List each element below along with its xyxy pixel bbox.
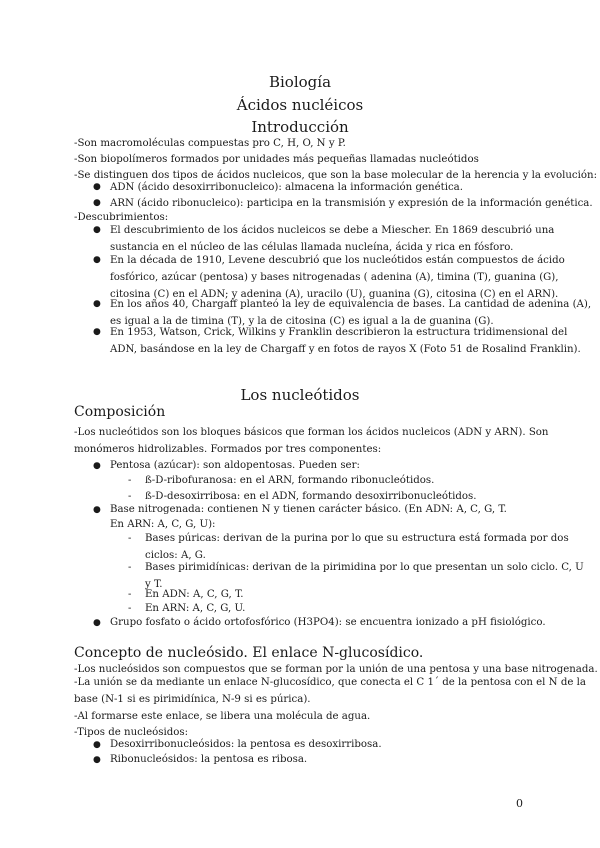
bullet-icon: ● [93, 505, 101, 515]
page-number: 0 [516, 797, 523, 810]
document-title: Biología [268, 73, 332, 91]
paragraph-line: -Descubrimientos: [74, 212, 169, 223]
bullet-icon: ● [93, 755, 101, 765]
dash-bullet: - [128, 491, 132, 502]
bullet-icon: ● [93, 198, 101, 208]
sub-list-item: En ADN: A, C, G, T. [145, 589, 244, 600]
section-heading-introduccion: Introducción [251, 118, 349, 136]
bullet-icon: ● [93, 255, 101, 265]
sub-list-item: ß-D-desoxirribosa: en el ADN, formando desoxirribonucleótidos. [145, 491, 477, 502]
list-item: Desoxirribonucleósidos: la pentosa es desoxirribosa. [110, 739, 382, 750]
paragraph-line: -Los nucleósidos son compuestos que se forman por la unión de una pentosa y una base nitrogenada. [74, 664, 598, 675]
sub-list-item: ß-D-ribofuranosa: en el ARN, formando ribonucleótidos. [145, 475, 435, 486]
section-heading-nucleotidos: Los nucleótidos [240, 386, 360, 404]
paragraph-line: -Al formarse este enlace, se libera una molécula de agua. [74, 711, 371, 722]
dash-bullet: - [128, 562, 132, 573]
sub-list-item: Bases púricas: derivan de la purina por lo que su estructura está formada por dos ciclos: A, G. [145, 533, 569, 561]
bullet-icon: ● [93, 327, 101, 337]
document-subtitle: Ácidos nucléicos [236, 96, 364, 114]
list-item: En los años 40, Chargaff planteó la ley de equivalencia de bases. La cantidad de adenina (A), es igual a la de timina (T), y la de citosina (C) es igual a la de guanina (G). [110, 299, 592, 327]
list-item: ADN (ácido desoxirribonucleico): almacena la información genética. [110, 182, 463, 193]
paragraph: -Los nucleótidos son los bloques básicos que forman los ácidos nucleicos (ADN y ARN). Son monómeros hidrolizables. Formados por tres componentes: [74, 427, 549, 455]
paragraph-line: -Tipos de nucleósidos: [74, 727, 189, 738]
list-item: En la década de 1910, Levene descubrió que los nucleótidos están compuestos de ácido fosfórico, azúcar (pentosa) y bases nitrogenadas ( adenina (A), timina (T), guanina (G), citosina (C) en el ADN; y adenina (A), uracilo (U), guanina (G), citosina (C) en el ARN). [110, 255, 565, 300]
bullet-icon: ● [93, 182, 101, 192]
dash-bullet: - [128, 603, 132, 614]
dash-bullet: - [128, 533, 132, 544]
list-item: En 1953, Watson, Crick, Wilkins y Franklin describieron la estructura tridimensional del ADN, basándose en la ley de Chargaff y en fotos de rayos X (Foto 51 de Rosalind Franklin). [110, 327, 581, 355]
bullet-icon: ● [93, 299, 101, 309]
dash-bullet: - [128, 589, 132, 600]
sub-list-item: Bases pirimidínicas: derivan de la pirimidina por lo que presentan un solo ciclo. C, U y T. [145, 562, 584, 590]
paragraph-line: -Se distinguen dos tipos de ácidos nucleicos, que son la base molecular de la herencia y la evolución: [74, 170, 598, 181]
subsection-heading-composicion: Composición [74, 404, 166, 420]
paragraph: -La unión se da mediante un enlace N-glucosídico, que conecta el C 1´ de la pentosa con el N de la base (N-1 si es pirimidínica, N-9 si es púrica). [74, 677, 586, 705]
paragraph-line: -Son macromoléculas compuestas pro C, H, O, N y P. [74, 138, 346, 149]
dash-bullet: - [128, 475, 132, 486]
bullet-icon: ● [93, 461, 101, 471]
list-item: Grupo fosfato o ácido ortofosfórico (H3PO4): se encuentra ionizado a pH fisiológico. [110, 617, 546, 628]
list-item: Base nitrogenada: contienen N y tienen carácter básico. (En ADN: A, C, G, T. [110, 504, 507, 515]
bullet-icon: ● [93, 740, 101, 750]
subsection-heading-nucleosido: Concepto de nucleósido. El enlace N-glucosídico. [74, 645, 424, 661]
bullet-icon: ● [93, 225, 101, 235]
list-item: Ribonucleósidos: la pentosa es ribosa. [110, 754, 308, 765]
sub-list-item: En ARN: A, C, G, U. [145, 603, 246, 614]
list-item-continuation: En ARN: A, C, G, U): [110, 519, 216, 530]
list-item: ARN (ácido ribonucleico): participa en la transmisión y expresión de la información genética. [110, 198, 593, 209]
list-item: El descubrimiento de los ácidos nucleicos se debe a Miescher. En 1869 descubrió una sustancia en el núcleo de las células llamada nucleína, ácida y rica en fósforo. [110, 225, 555, 253]
list-item: Pentosa (azúcar): son aldopentosas. Pueden ser: [110, 460, 360, 471]
paragraph-line: -Son biopolímeros formados por unidades más pequeñas llamadas nucleótidos [74, 154, 479, 165]
bullet-icon: ● [93, 618, 101, 628]
